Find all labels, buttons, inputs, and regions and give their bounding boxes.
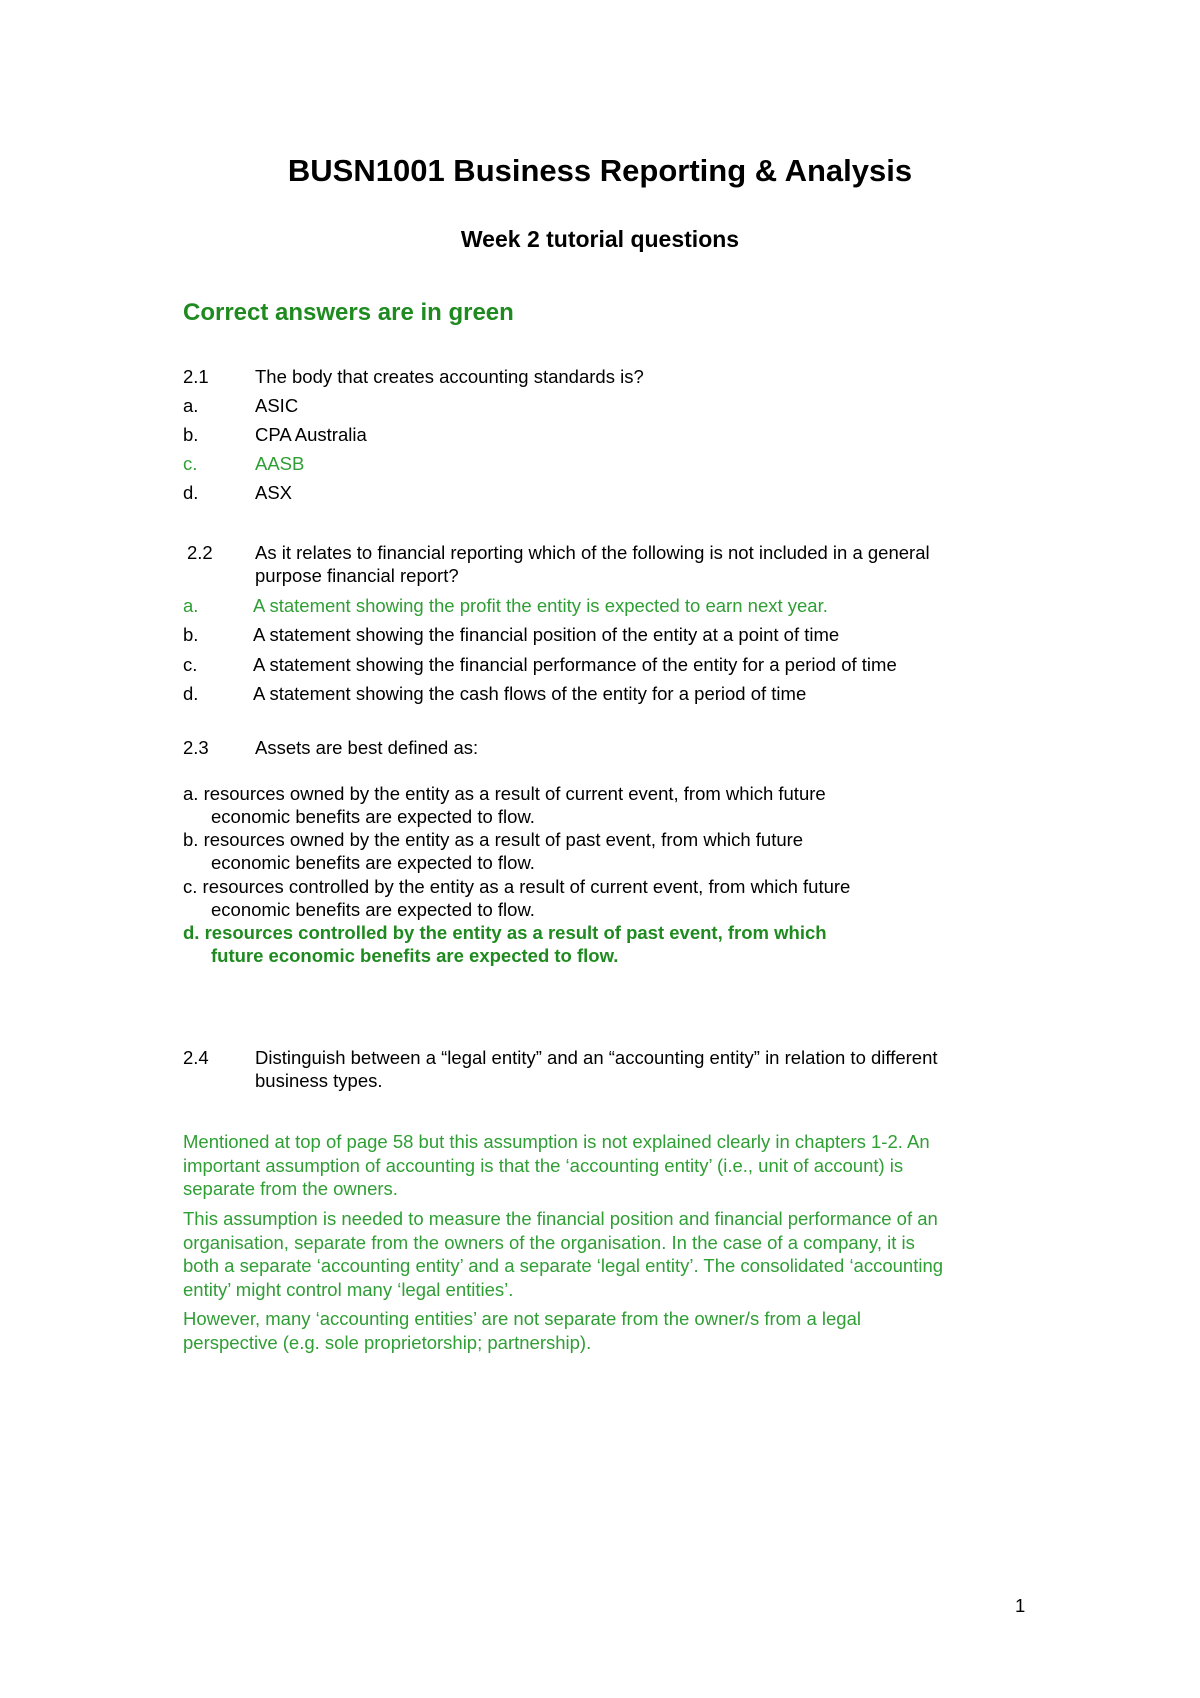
correct-option-text: AASB xyxy=(255,453,305,474)
correct-option-letter: a. xyxy=(183,595,199,616)
option-letter: a. xyxy=(183,395,199,416)
answer-paragraph-3 xyxy=(183,1307,861,1354)
answer-line: separate from the owners. xyxy=(183,1178,398,1199)
option-letter: b. xyxy=(183,624,199,645)
question-number: 2.1 xyxy=(183,366,209,387)
answer-line: entity’ might control many ‘legal entities’. xyxy=(183,1278,514,1300)
answer-line: However, many ‘accounting entities’ are not separate from the owner/s from a legal xyxy=(183,1308,861,1329)
document-subtitle: Week 2 tutorial questions xyxy=(460,226,740,252)
option-line-1: a. resources owned by the entity as a result of current event, from which future xyxy=(183,783,826,804)
option-line-2: economic benefits are expected to flow. xyxy=(211,806,535,827)
question-text-line-1: Distinguish between a “legal entity” and an “accounting entity” in relation to different xyxy=(255,1047,938,1068)
option-text: ASIC xyxy=(255,395,299,416)
question-text: The body that creates accounting standards is? xyxy=(255,366,644,387)
question-text: Assets are best defined as: xyxy=(255,737,479,758)
answer-line: This assumption is needed to measure the financial position and financial performance of an xyxy=(183,1208,938,1229)
answer-line: Mentioned at top of page 58 but this assumption is not explained clearly in chapters 1-2. An xyxy=(183,1131,930,1152)
option-letter: d. xyxy=(183,683,199,704)
option-line-1: c. resources controlled by the entity as a result of current event, from which future xyxy=(183,876,851,897)
page-number: 1 xyxy=(1015,1595,1026,1616)
option-letter: b. xyxy=(183,424,199,445)
correct-option-line-2: future economic benefits are expected to flow. xyxy=(211,945,619,966)
option-text: A statement showing the cash flows of the entity for a period of time xyxy=(253,683,807,704)
answer-paragraph-1 xyxy=(183,1130,930,1201)
option-text: A statement showing the financial position of the entity at a point of time xyxy=(253,624,840,645)
question-number: 2.3 xyxy=(183,737,209,758)
question-number: 2.2 xyxy=(187,542,213,563)
question-text-line-2: business types. xyxy=(255,1070,383,1091)
correct-option-line-1: d. resources controlled by the entity as a result of past event, from which xyxy=(183,922,827,943)
document-title: BUSN1001 Business Reporting & Analysis xyxy=(287,153,913,188)
option-text: ASX xyxy=(255,482,293,503)
option-line-1: b. resources owned by the entity as a result of past event, from which future xyxy=(183,829,804,850)
option-line-2: economic benefits are expected to flow. xyxy=(211,899,535,920)
answer-line: perspective (e.g. sole proprietorship; partnership). xyxy=(183,1331,592,1353)
question-text-line-2: purpose financial report? xyxy=(255,565,459,586)
answer-paragraph-2 xyxy=(183,1207,943,1301)
option-line-2: economic benefits are expected to flow. xyxy=(211,852,535,873)
answer-line: organisation, separate from the owners of the organisation. In the case of a company, it is xyxy=(183,1231,915,1253)
question-number: 2.4 xyxy=(183,1047,209,1068)
answer-line: important assumption of accounting is that the ‘accounting entity’ (i.e., unit of account) is xyxy=(183,1154,904,1176)
correct-option-text: A statement showing the profit the entity is expected to earn next year. xyxy=(253,595,828,616)
option-letter: d. xyxy=(183,482,199,503)
answer-line: both a separate ‘accounting entity’ and a separate ‘legal entity’. The consolidated ‘accounting xyxy=(183,1255,944,1276)
question-text-line-1: As it relates to financial reporting which of the following is not included in a general xyxy=(255,542,930,563)
answer-key-note: Correct answers are in green xyxy=(183,299,514,326)
option-text: A statement showing the financial performance of the entity for a period of time xyxy=(253,654,897,675)
option-letter: c. xyxy=(183,654,198,675)
option-text: CPA Australia xyxy=(255,424,367,445)
correct-option-letter: c. xyxy=(183,453,198,474)
